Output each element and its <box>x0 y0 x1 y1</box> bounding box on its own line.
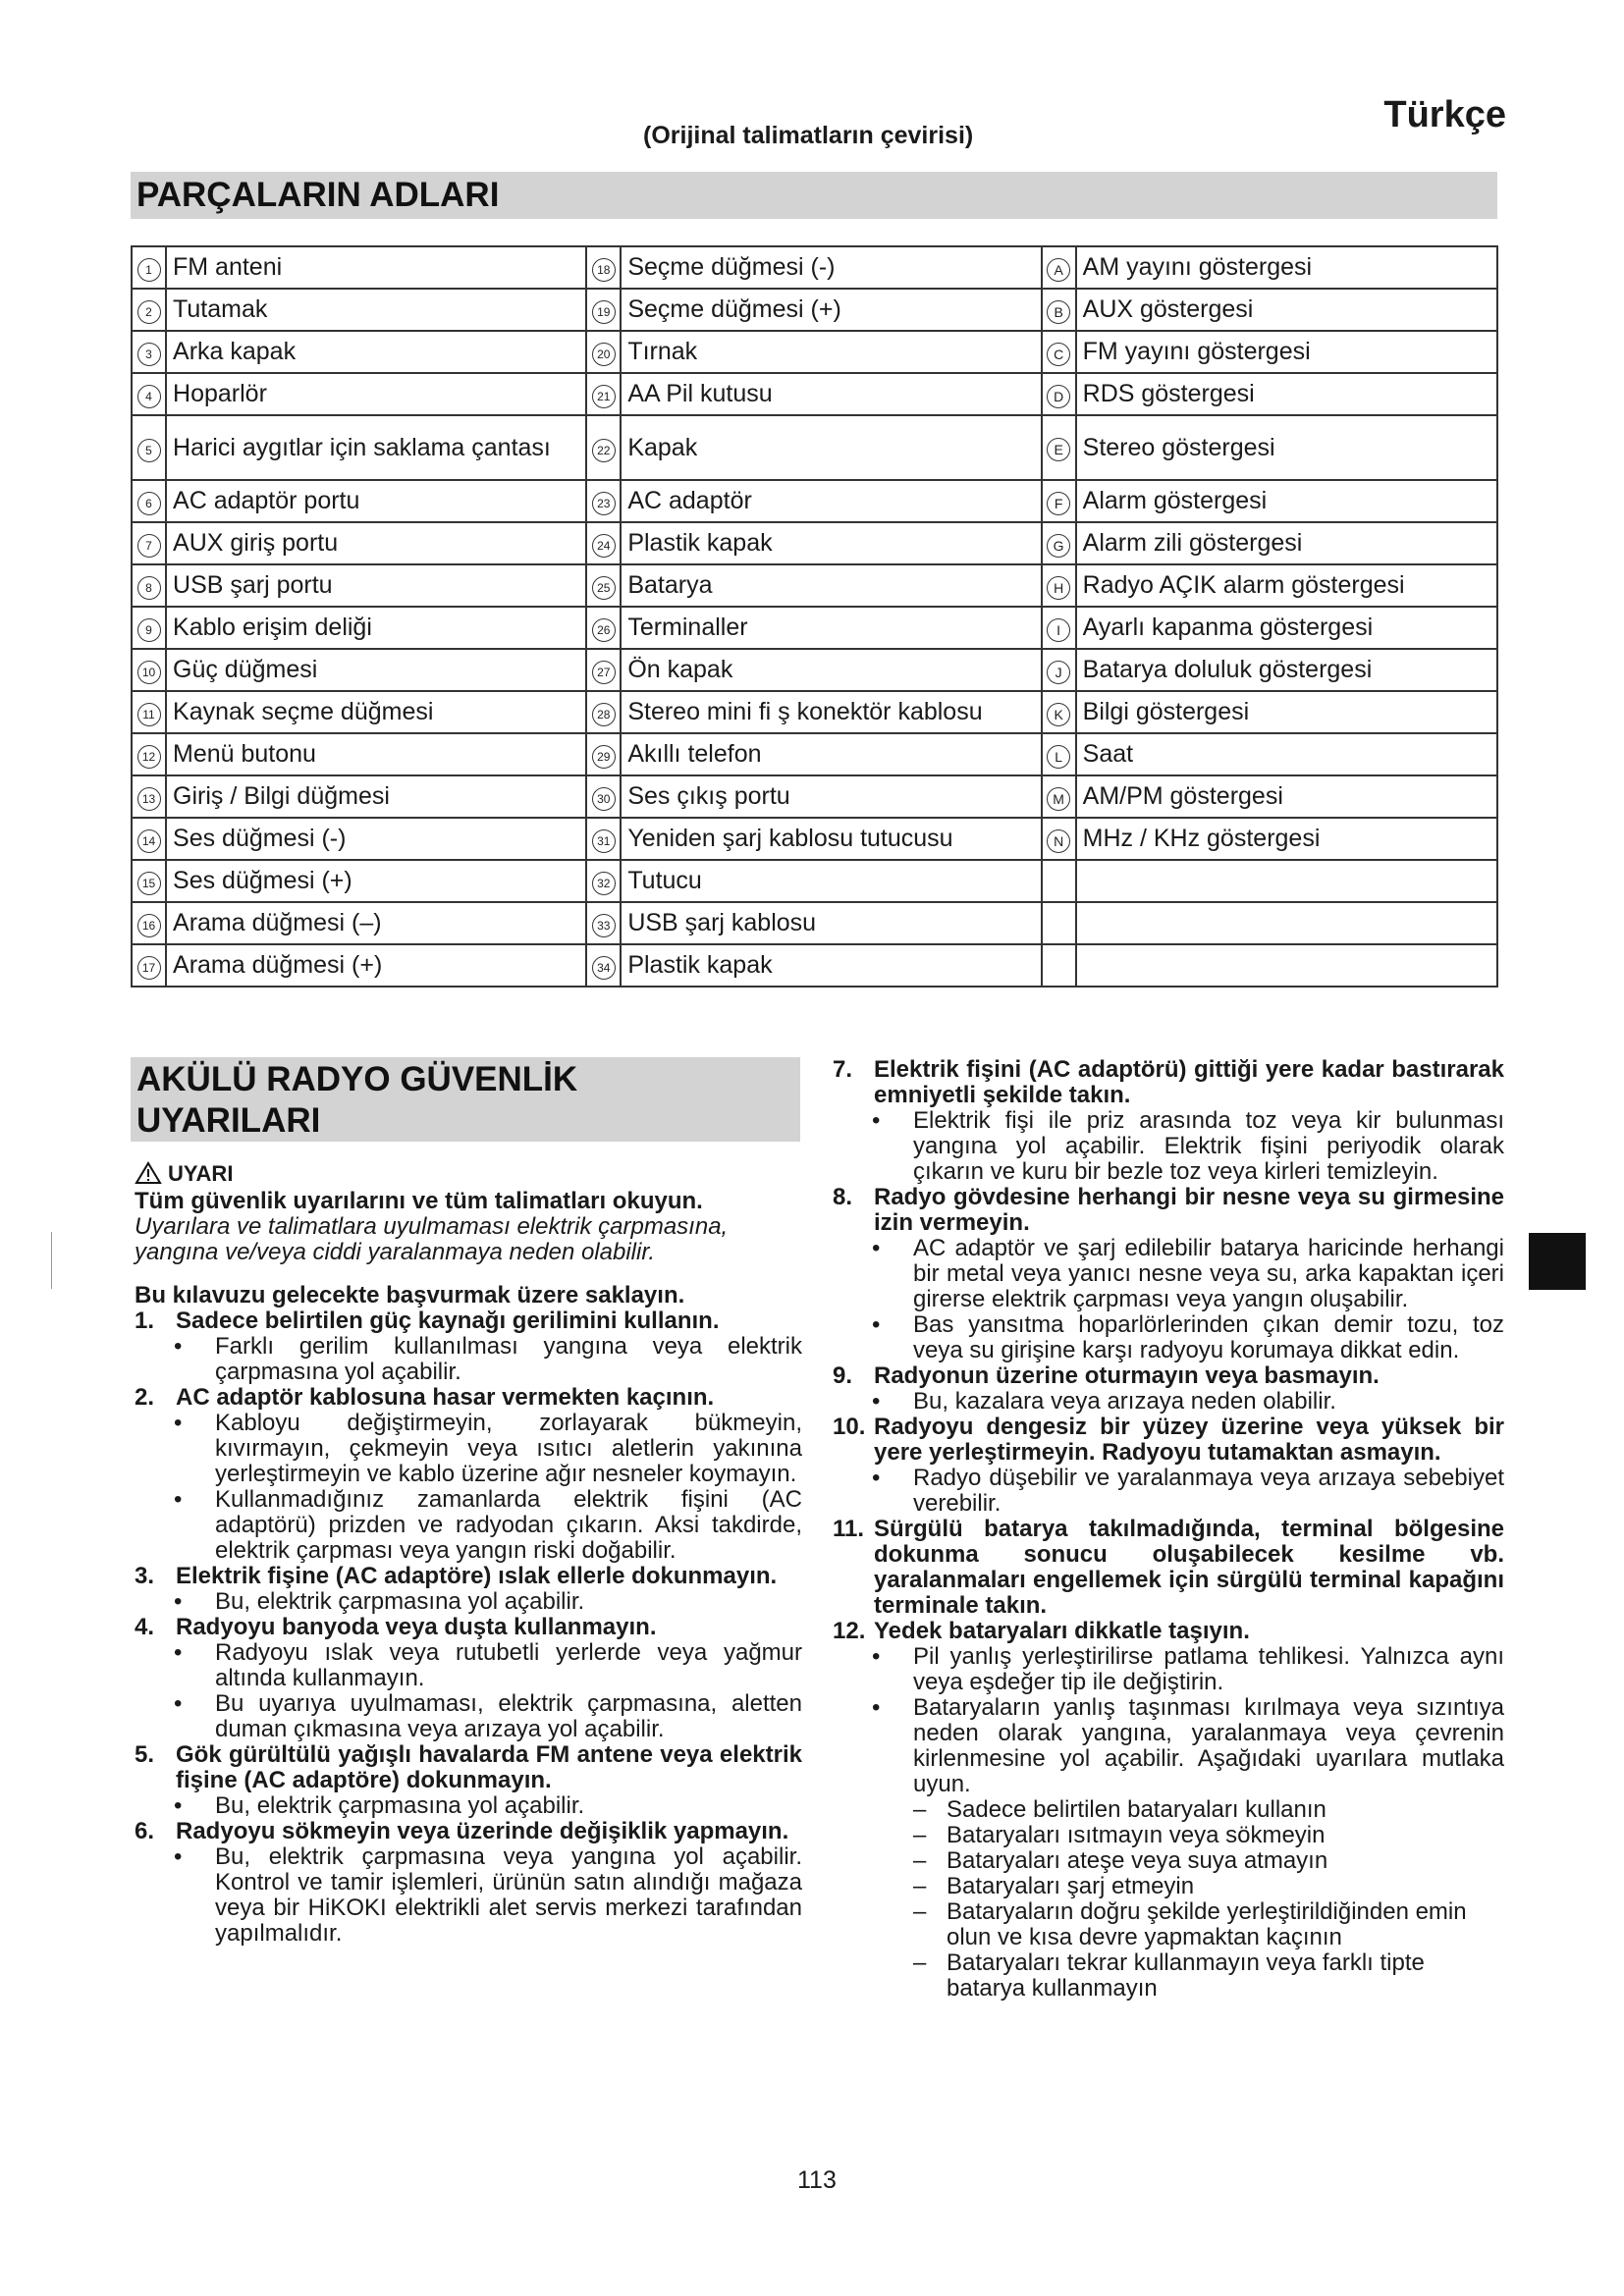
safety-bullet <box>872 1236 1504 1312</box>
safety-column-left <box>135 1189 802 1947</box>
part-number: 27 <box>592 661 616 684</box>
safety-bullet <box>174 1844 802 1947</box>
part-number-cell <box>586 818 621 860</box>
safety-bullet <box>872 1312 1504 1363</box>
safety-item <box>135 1819 802 1844</box>
safety-bullet <box>872 1644 1504 1695</box>
part-number: 8 <box>137 576 161 600</box>
indicator-label: Batarya doluluk göstergesi <box>1076 649 1497 691</box>
part-number: 32 <box>592 872 616 895</box>
indicator-label: AUX göstergesi <box>1076 289 1497 331</box>
parts-row <box>132 649 1497 691</box>
part-number: 1 <box>137 258 161 282</box>
safety-dash-item <box>913 1950 1504 2002</box>
bullet-mark: • <box>872 1388 881 1415</box>
safety-bullet-text: Bu, elektrik çarpmasına yol açabilir. <box>215 1588 585 1615</box>
bullet-mark: • <box>174 1333 183 1360</box>
part-number-cell <box>132 415 166 480</box>
safety-bullet-text: Bu, elektrik çarpmasına yol açabilir. <box>215 1792 585 1819</box>
dash-mark: – <box>913 1822 927 1848</box>
safety-bullet-text: Kabloyu değiştirmeyin, zorlayarak bükmeyin, kıvırmayın, çekmeyin veya ısıtıcı aletlerin yakınına yerleştirmeyin ve kablo üzerine ağır nesneler koymayın. <box>215 1410 802 1487</box>
part-number-cell <box>132 944 166 987</box>
part-label: Kaynak seçme düğmesi <box>166 691 586 733</box>
safety-item <box>135 1615 802 1640</box>
safety-item-title: Radyoyu sökmeyin veya üzerinde değişiklik yapmayın. <box>176 1818 789 1844</box>
safety-bullet-text: Pil yanlış yerleştirilirse patlama tehlikesi. Yalnızca aynı veya eşdeğer tip ile değiştirin. <box>913 1643 1504 1695</box>
indicator-letter-cell <box>1042 373 1076 415</box>
part-number-cell <box>586 246 621 289</box>
part-number: 17 <box>137 956 161 980</box>
part-number: 20 <box>592 343 616 366</box>
part-label: USB şarj portu <box>166 564 586 607</box>
part-number-cell <box>586 860 621 902</box>
safety-bullet-text: Radyoyu ıslak veya rutubetli yerlerde veya yağmur altında kullanmayın. <box>215 1639 802 1691</box>
part-number-cell <box>132 607 166 649</box>
indicator-letter-cell <box>1042 775 1076 818</box>
safety-item <box>833 1363 1504 1389</box>
intro-bold: Tüm güvenlik uyarılarını ve tüm talimatları okuyun. <box>135 1188 703 1214</box>
part-number-cell <box>132 246 166 289</box>
translation-subtitle: (Orijinal talimatların çevirisi) <box>643 122 974 149</box>
indicator-label: Stereo göstergesi <box>1076 415 1497 480</box>
indicator-letter: B <box>1047 300 1070 324</box>
safety-bullet <box>174 1487 802 1564</box>
part-label: Hoparlör <box>166 373 586 415</box>
bullet-mark: • <box>872 1107 881 1134</box>
safety-dash-text: Bataryaları ısıtmayın veya sökmeyin <box>947 1822 1326 1848</box>
part-number: 28 <box>592 703 616 726</box>
indicator-letter-cell <box>1042 522 1076 564</box>
safety-bullet-text: Bu, kazalara veya arızaya neden olabilir. <box>913 1388 1336 1415</box>
part-number-cell <box>586 522 621 564</box>
parts-row <box>132 373 1497 415</box>
part-number: 33 <box>592 914 616 937</box>
safety-item <box>833 1619 1504 1644</box>
part-number: 4 <box>137 385 161 408</box>
safety-item-number: 1. <box>135 1308 155 1334</box>
parts-row <box>132 331 1497 373</box>
safety-dash-item <box>913 1823 1504 1848</box>
indicator-letter: A <box>1047 258 1070 282</box>
parts-row <box>132 902 1497 944</box>
safety-item <box>135 1308 802 1334</box>
safety-item-title: Sadece belirtilen güç kaynağı gerilimini kullanın. <box>176 1308 720 1334</box>
part-number: 22 <box>592 439 616 462</box>
parts-row <box>132 818 1497 860</box>
part-number-cell <box>132 860 166 902</box>
part-label: Ön kapak <box>621 649 1041 691</box>
indicator-label: Alarm zili göstergesi <box>1076 522 1497 564</box>
parts-row <box>132 246 1497 289</box>
safety-bullet-text: Radyo düşebilir ve yaralanmaya veya arızaya sebebiyet verebilir. <box>913 1465 1504 1517</box>
dash-mark: – <box>913 1847 927 1874</box>
part-number: 19 <box>592 300 616 324</box>
part-number-cell <box>132 522 166 564</box>
parts-row <box>132 564 1497 607</box>
safety-dash-item <box>913 1874 1504 1899</box>
part-label: Güç düğmesi <box>166 649 586 691</box>
safety-bullet-text: Kullanmadığınız zamanlarda elektrik fişini (AC adaptörü) prizden ve radyodan çıkarın. Aksi takdirde, elektrik çarpması veya yangın riski doğabilir. <box>215 1486 802 1564</box>
part-number-cell <box>132 733 166 775</box>
language-side-tab <box>1529 1233 1586 1290</box>
indicator-label: RDS göstergesi <box>1076 373 1497 415</box>
part-number: 29 <box>592 745 616 769</box>
part-number-cell <box>132 818 166 860</box>
indicator-letter-cell <box>1042 607 1076 649</box>
part-number-cell <box>586 373 621 415</box>
part-number: 25 <box>592 576 616 600</box>
bullet-mark: • <box>174 1843 183 1870</box>
indicator-label: Bilgi göstergesi <box>1076 691 1497 733</box>
dash-mark: – <box>913 1796 927 1823</box>
part-number-cell <box>586 649 621 691</box>
safety-dash-text: Sadece belirtilen bataryaları kullanın <box>947 1796 1326 1823</box>
safety-bullet <box>174 1589 802 1615</box>
indicator-label <box>1076 860 1497 902</box>
part-number: 31 <box>592 829 616 853</box>
bullet-mark: • <box>174 1792 183 1819</box>
part-label: Yeniden şarj kablosu tutucusu <box>621 818 1041 860</box>
safety-item <box>135 1385 802 1411</box>
safety-item-number: 4. <box>135 1614 155 1640</box>
part-number: 6 <box>137 492 161 515</box>
safety-bullet-text: AC adaptör ve şarj edilebilir batarya haricinde herhangi bir metal veya yanıcı nesne veya su, arka kapaktan içeri girerse elektrik çarpması veya yangın oluşabilir. <box>913 1235 1504 1312</box>
indicator-label <box>1076 944 1497 987</box>
part-label: Akıllı telefon <box>621 733 1041 775</box>
indicator-letter: N <box>1047 829 1070 853</box>
parts-row <box>132 944 1497 987</box>
part-number: 14 <box>137 829 161 853</box>
safety-bullet-text: Bataryaların yanlış taşınması kırılmaya veya sızıntıya neden olarak yangına, yaralanmaya veya çevrenin kirlenmesine yol açabilir. Aşağıdaki uyarılara mutlaka uyun. <box>913 1694 1504 1797</box>
indicator-letter-cell <box>1042 902 1076 944</box>
safety-bullet-text: Bu uyarıya uyulmaması, elektrik çarpmasına, aletten duman çıkmasına veya arızaya yol açabilir. <box>215 1690 802 1742</box>
safety-dash-text: Bataryaları tekrar kullanmayın veya farklı tipte batarya kullanmayın <box>947 1949 1425 2002</box>
part-number-cell <box>586 775 621 818</box>
safety-item-title: Elektrik fişine (AC adaptöre) ıslak ellerle dokunmayın. <box>176 1563 778 1589</box>
safety-item-number: 5. <box>135 1741 155 1768</box>
part-number-cell <box>132 775 166 818</box>
indicator-letter-cell <box>1042 944 1076 987</box>
part-number: 16 <box>137 914 161 937</box>
part-number-cell <box>132 902 166 944</box>
safety-title-line1: AKÜLÜ RADYO GÜVENLİK <box>136 1060 578 1098</box>
part-number: 10 <box>137 661 161 684</box>
part-number-cell <box>586 607 621 649</box>
indicator-letter: M <box>1047 787 1070 811</box>
indicator-label: AM yayını göstergesi <box>1076 246 1497 289</box>
bullet-mark: • <box>872 1465 881 1491</box>
part-number: 9 <box>137 618 161 642</box>
safety-bullet <box>872 1695 1504 1797</box>
safety-item-title: Radyoyu banyoda veya duşta kullanmayın. <box>176 1614 657 1640</box>
part-label: Terminaller <box>621 607 1041 649</box>
parts-row <box>132 289 1497 331</box>
safety-bullet-text: Bu, elektrik çarpmasına veya yangına yol açabilir. Kontrol ve tamir işlemleri, ürünün satın alındığı mağaza veya bir HiKOKI elektrikli alet servis merkezi tarafından yapılmalıdır. <box>215 1843 802 1947</box>
safety-item <box>833 1185 1504 1236</box>
parts-table <box>131 245 1498 988</box>
part-number-cell <box>132 649 166 691</box>
bullet-mark: • <box>174 1690 183 1717</box>
part-label: Batarya <box>621 564 1041 607</box>
part-label: Arka kapak <box>166 331 586 373</box>
part-number: 21 <box>592 385 616 408</box>
safety-dash-text: Bataryaları şarj etmeyin <box>947 1873 1195 1899</box>
part-label: Arama düğmesi (–) <box>166 902 586 944</box>
safety-item <box>833 1057 1504 1108</box>
indicator-letter-cell <box>1042 733 1076 775</box>
indicator-label: AM/PM göstergesi <box>1076 775 1497 818</box>
part-number-cell <box>132 564 166 607</box>
part-label: AUX giriş portu <box>166 522 586 564</box>
parts-row <box>132 522 1497 564</box>
page-number: 113 <box>797 2166 837 2194</box>
indicator-letter-cell <box>1042 564 1076 607</box>
intro-italic: Uyarılara ve talimatlara uyulmaması elektrik çarpmasına, yangına ve/veya ciddi yaralanmaya neden olabilir. <box>135 1213 729 1265</box>
part-label: AC adaptör portu <box>166 480 586 522</box>
safety-bullet <box>174 1793 802 1819</box>
safety-bullet-text: Bas yansıtma hoparlörlerinden çıkan demir tozu, toz veya su girişine karşı radyoyu korumaya dikkat edin. <box>913 1311 1504 1363</box>
indicator-letter: F <box>1047 492 1070 515</box>
dash-mark: – <box>913 1949 927 1976</box>
indicator-letter: K <box>1047 703 1070 726</box>
safety-item-title: Radyoyu dengesiz bir yüzey üzerine veya yüksek bir yere yerleştirmeyin. Radyoyu tutamaktan asmayın. <box>874 1414 1504 1466</box>
safety-item-number: 7. <box>833 1056 853 1083</box>
part-number: 26 <box>592 618 616 642</box>
part-number-cell <box>132 331 166 373</box>
part-label: AC adaptör <box>621 480 1041 522</box>
dash-mark: – <box>913 1898 927 1925</box>
safety-item-number: 3. <box>135 1563 155 1589</box>
warning-label: UYARI <box>168 1161 234 1186</box>
bullet-mark: • <box>174 1639 183 1666</box>
part-label: Harici aygıtlar için saklama çantası <box>166 415 586 480</box>
part-number-cell <box>586 331 621 373</box>
part-number: 24 <box>592 534 616 558</box>
part-number: 12 <box>137 745 161 769</box>
safety-item-number: 11. <box>833 1516 865 1542</box>
part-number-cell <box>132 373 166 415</box>
indicator-label: MHz / KHz göstergesi <box>1076 818 1497 860</box>
safety-column-right <box>833 1057 1504 2002</box>
part-number: 11 <box>137 703 161 726</box>
safety-item <box>833 1415 1504 1466</box>
safety-bullet <box>872 1108 1504 1185</box>
indicator-letter-cell <box>1042 415 1076 480</box>
indicator-letter: D <box>1047 385 1070 408</box>
part-label: Seçme düğmesi (+) <box>621 289 1041 331</box>
part-number-cell <box>132 691 166 733</box>
parts-row <box>132 733 1497 775</box>
safety-item-title: Radyonun üzerine oturmayın veya basmayın. <box>874 1362 1380 1389</box>
part-label: Ses düğmesi (-) <box>166 818 586 860</box>
part-label: Plastik kapak <box>621 522 1041 564</box>
safety-bullet <box>174 1411 802 1487</box>
part-number: 7 <box>137 534 161 558</box>
safety-item-number: 6. <box>135 1818 155 1844</box>
indicator-label: Radyo AÇIK alarm göstergesi <box>1076 564 1497 607</box>
part-label: FM anteni <box>166 246 586 289</box>
indicator-letter-cell <box>1042 860 1076 902</box>
parts-section-title: PARÇALARIN ADLARI <box>131 172 1497 219</box>
safety-item <box>135 1742 802 1793</box>
part-label: Kablo erişim deliği <box>166 607 586 649</box>
indicator-label <box>1076 902 1497 944</box>
indicator-letter-cell <box>1042 246 1076 289</box>
parts-row <box>132 860 1497 902</box>
safety-dash-item <box>913 1899 1504 1950</box>
indicator-label: Alarm göstergesi <box>1076 480 1497 522</box>
part-label: Menü butonu <box>166 733 586 775</box>
part-label: Stereo mini fi ş konektör kablosu <box>621 691 1041 733</box>
safety-item-title: Gök gürültülü yağışlı havalarda FM antene veya elektrik fişine (AC adaptöre) dokunmayın. <box>176 1741 802 1793</box>
indicator-letter: C <box>1047 343 1070 366</box>
bullet-mark: • <box>174 1588 183 1615</box>
safety-item-number: 8. <box>833 1184 853 1210</box>
safety-item-title: AC adaptör kablosuna hasar vermekten kaçının. <box>176 1384 715 1411</box>
safety-title-line2: UYARILARI <box>136 1101 321 1140</box>
part-label: Ses çıkış portu <box>621 775 1041 818</box>
indicator-letter-cell <box>1042 649 1076 691</box>
indicator-letter-cell <box>1042 818 1076 860</box>
parts-row <box>132 691 1497 733</box>
part-number: 3 <box>137 343 161 366</box>
safety-item-title: Sürgülü batarya takılmadığında, terminal bölgesine dokunma sonucu oluşabilecek kesilme vb. yaralanmaları engellemek için sürgülü terminal kapağını terminale takın. <box>874 1516 1504 1619</box>
part-number-cell <box>586 564 621 607</box>
part-label: Ses düğmesi (+) <box>166 860 586 902</box>
part-label: Tutamak <box>166 289 586 331</box>
part-number: 13 <box>137 787 161 811</box>
indicator-label: Saat <box>1076 733 1497 775</box>
safety-dash-item <box>913 1848 1504 1874</box>
indicator-letter: H <box>1047 576 1070 600</box>
bullet-mark: • <box>174 1486 183 1513</box>
safety-bullet-text: Farklı gerilim kullanılması yangına veya elektrik çarpmasına yol açabilir. <box>215 1333 802 1385</box>
indicator-letter: I <box>1047 618 1070 642</box>
safety-dash-text: Bataryaları ateşe veya suya atmayın <box>947 1847 1328 1874</box>
indicator-letter-cell <box>1042 480 1076 522</box>
part-label: Arama düğmesi (+) <box>166 944 586 987</box>
indicator-letter-cell <box>1042 331 1076 373</box>
indicator-letter: E <box>1047 438 1070 461</box>
safety-item-title: Elektrik fişini (AC adaptörü) gittiği yere kadar bastırarak emniyetli şekilde takın. <box>874 1056 1504 1108</box>
language-label: Türkçe <box>1383 94 1506 135</box>
parts-row <box>132 480 1497 522</box>
safety-item-number: 10. <box>833 1414 866 1440</box>
part-number-cell <box>586 289 621 331</box>
safety-bullet <box>174 1334 802 1385</box>
part-label: Plastik kapak <box>621 944 1041 987</box>
part-number-cell <box>586 902 621 944</box>
part-label: Giriş / Bilgi düğmesi <box>166 775 586 818</box>
warning-heading <box>135 1161 233 1187</box>
part-number: 2 <box>137 300 161 324</box>
parts-row <box>132 775 1497 818</box>
safety-item-number: 2. <box>135 1384 155 1411</box>
part-number-cell <box>586 944 621 987</box>
safety-bullet <box>174 1691 802 1742</box>
part-number: 30 <box>592 787 616 811</box>
part-number-cell <box>586 480 621 522</box>
part-number: 34 <box>592 956 616 980</box>
part-number-cell <box>132 480 166 522</box>
part-label: Seçme düğmesi (-) <box>621 246 1041 289</box>
indicator-letter: L <box>1047 745 1070 769</box>
bullet-mark: • <box>872 1311 881 1338</box>
part-label: Tırnak <box>621 331 1041 373</box>
part-number: 15 <box>137 872 161 895</box>
safety-bullet-text: Elektrik fişi ile priz arasında toz veya kir bulunması yangına yol açabilir. Elektrik fişini periyodik olarak çıkarın ve kuru bir bezle toz veya kirleri temizleyin. <box>913 1107 1504 1185</box>
safety-dash-text: Bataryaların doğru şekilde yerleştirildiğinden emin olun ve kısa devre yapmaktan kaçının <box>947 1898 1467 1950</box>
safety-bullet <box>872 1466 1504 1517</box>
indicator-letter: J <box>1047 661 1070 684</box>
part-label: Kapak <box>621 415 1041 480</box>
part-label: AA Pil kutusu <box>621 373 1041 415</box>
part-label: Tutucu <box>621 860 1041 902</box>
safety-bullet <box>872 1389 1504 1415</box>
bullet-mark: • <box>872 1235 881 1261</box>
safety-dash-item <box>913 1797 1504 1823</box>
safety-item-number: 9. <box>833 1362 853 1389</box>
safety-section-title <box>131 1057 800 1142</box>
part-label: USB şarj kablosu <box>621 902 1041 944</box>
safety-item-title: Yedek bataryaları dikkatle taşıyın. <box>874 1618 1250 1644</box>
indicator-letter-cell <box>1042 691 1076 733</box>
indicator-letter: G <box>1047 534 1070 558</box>
keep-manual-note: Bu kılavuzu gelecekte başvurmak üzere saklayın. <box>135 1282 685 1308</box>
part-number-cell <box>586 415 621 480</box>
part-number-cell <box>132 289 166 331</box>
safety-bullet <box>174 1640 802 1691</box>
margin-mark <box>51 1232 52 1289</box>
safety-item-number: 12. <box>833 1618 866 1644</box>
safety-item <box>833 1517 1504 1619</box>
part-number: 18 <box>592 258 616 282</box>
indicator-label: Ayarlı kapanma göstergesi <box>1076 607 1497 649</box>
part-number: 23 <box>592 492 616 515</box>
bullet-mark: • <box>872 1643 881 1670</box>
bullet-mark: • <box>872 1694 881 1721</box>
indicator-label: FM yayını göstergesi <box>1076 331 1497 373</box>
part-number: 5 <box>137 439 161 462</box>
safety-item <box>135 1564 802 1589</box>
parts-row <box>132 415 1497 480</box>
dash-mark: – <box>913 1873 927 1899</box>
warning-triangle-icon <box>135 1161 162 1185</box>
parts-row <box>132 607 1497 649</box>
part-number-cell <box>586 691 621 733</box>
safety-item-title: Radyo gövdesine herhangi bir nesne veya su girmesine izin vermeyin. <box>874 1184 1504 1236</box>
part-number-cell <box>586 733 621 775</box>
bullet-mark: • <box>174 1410 183 1436</box>
indicator-letter-cell <box>1042 289 1076 331</box>
